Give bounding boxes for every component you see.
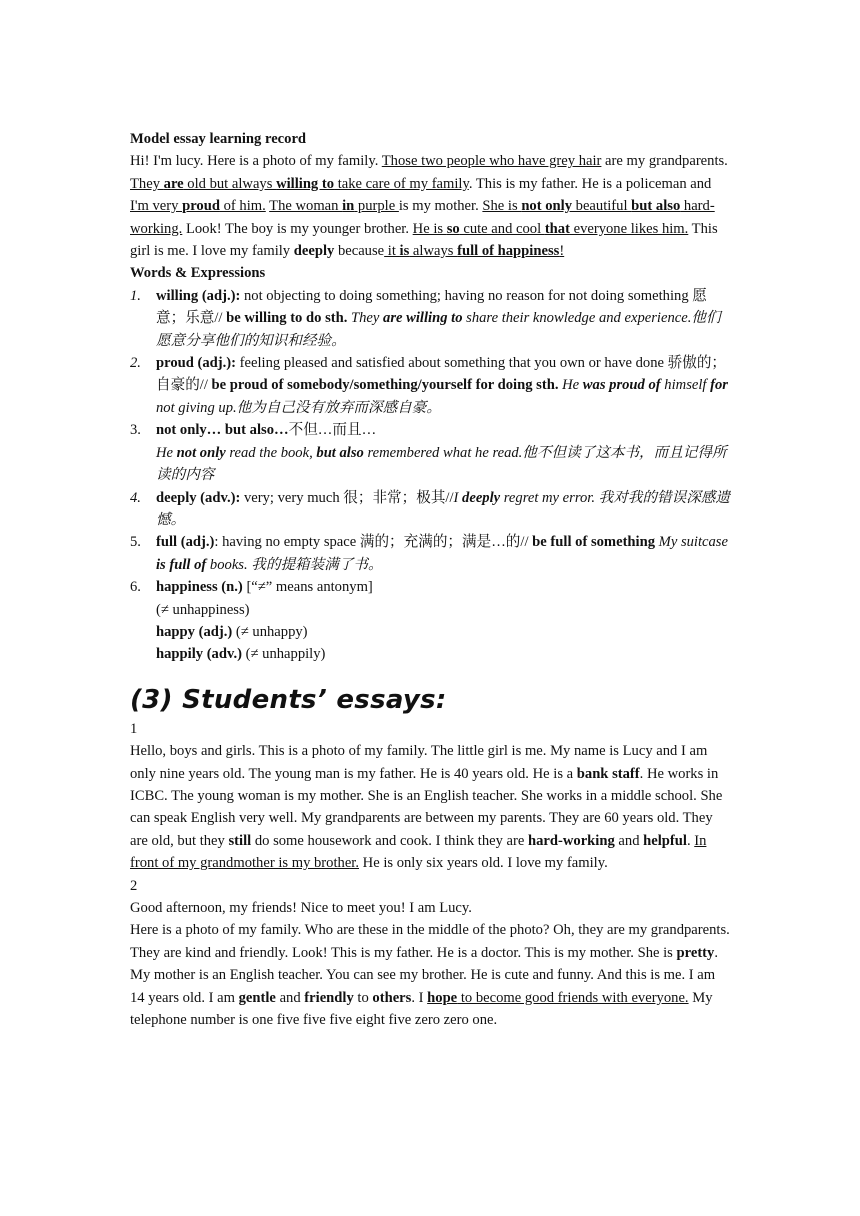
text-run: are (163, 175, 184, 192)
text-run: deeply (293, 243, 335, 260)
text-run: himself (660, 377, 711, 394)
text-run: and (614, 832, 644, 849)
text-run: They (130, 175, 164, 192)
text-run: and (275, 989, 305, 1006)
text-run: feeling pleased and satisfied about something that you own or have done 骄傲的；自豪的// (156, 355, 727, 394)
text-run: for (710, 377, 728, 394)
text-run: Look! The boy is my younger brother. (182, 220, 413, 237)
text-run: In front of my grandmother is my brother. (130, 832, 707, 872)
text-run: ! (559, 243, 565, 260)
list-number: 5. (130, 534, 141, 551)
text-run: hard-working (528, 832, 615, 849)
word-line (156, 419, 730, 441)
text-run: Those two people who have grey hair (381, 153, 602, 170)
text-run: are my grandparents. (601, 153, 728, 170)
text-run: Hello, boys and girls. This is a photo of my family. The little girl is me. My name is Lucy and I am only nine years old. The young man is my father. He is 40 years old. He is a (130, 743, 708, 782)
text-run: (≠ unhappiness) (156, 601, 250, 618)
student-essays (130, 718, 730, 1032)
text-run: friendly (304, 989, 354, 1006)
students-heading: (3) Students’ essays: (130, 684, 447, 715)
text-run: to (353, 989, 373, 1006)
text-run: happy (adj.) (156, 623, 233, 640)
text-run: others (372, 989, 412, 1006)
essay-paragraph (130, 740, 730, 874)
text-run: (≠ unhappily) (241, 646, 326, 663)
word-entry (130, 487, 730, 532)
text-run: was proud of (582, 377, 661, 394)
word-line (156, 531, 730, 576)
text-run: be full of something (532, 534, 656, 551)
text-run: be proud of somebody/something/yourself for doing sth. (211, 377, 559, 394)
text-run: (≠ unhappy) (232, 623, 308, 640)
text-run: not only… but also… (156, 422, 289, 439)
text-run: proud (182, 198, 220, 215)
text-run: . He works in ICBC. The young woman is my mother. She is an English teacher. She works in a middle school. She can speak English very well. My grandparents are between my parents. They are 60 years old. They are old, but they (130, 765, 723, 849)
text-run: Good afternoon, my friends! Nice to meet you! I am Lucy. (130, 900, 472, 916)
word-line (156, 285, 730, 352)
essay-paragraph (130, 897, 730, 919)
text-run: deeply (462, 489, 501, 506)
text-run: is my mother. (398, 198, 483, 215)
text-run: purple (354, 198, 399, 215)
text-run: proud (adj.): (156, 355, 237, 372)
word-line (156, 487, 730, 532)
text-run: He is only six years old. I love my family. (359, 855, 608, 872)
text-run: are willing to (383, 310, 463, 327)
word-entry (130, 531, 730, 576)
text-run: They (347, 310, 384, 327)
text-run: not giving up.他为自己没有放弃而深感自豪。 (156, 399, 441, 416)
text-run: willing (adj.): (156, 287, 241, 304)
text-run: deeply (adv.): (156, 489, 241, 506)
word-entry (130, 419, 730, 486)
text-run: Here is a photo of my family. Who are these in the middle of the photo? Oh, they are my grandparents. They are kind and friendly. Look! This is my father. He is a doctor. This is my mother. She is (130, 922, 730, 961)
text-run: She is (482, 198, 522, 215)
text-run: but also (631, 198, 681, 215)
text-run: gentle (238, 989, 276, 1006)
text-run: My suitcase (655, 534, 728, 551)
text-run: take care of my family (334, 175, 469, 192)
text-run: always (409, 243, 458, 260)
text-run: I (453, 489, 463, 506)
text-run: He is (412, 220, 447, 237)
text-run: pretty (676, 944, 715, 961)
text-run: not objecting to doing something; having no reason for not doing something 愿意；乐意// (156, 287, 707, 327)
word-line (156, 599, 730, 621)
text-run: books. 我的提箱装满了书。 (206, 556, 383, 573)
model-essay (130, 150, 730, 262)
text-run: do some housework and cook. I think they are (251, 832, 528, 849)
word-line (156, 352, 730, 419)
text-run: it (384, 243, 400, 260)
text-run: bank staff (576, 765, 640, 782)
word-line (156, 621, 730, 643)
list-number: 1. (130, 287, 141, 304)
text-run: hard-working. (130, 198, 715, 237)
text-run: is (399, 243, 410, 260)
text-run: I'm very (130, 198, 183, 215)
text-run: : having no empty space 满的；充满的；满是…的// (214, 534, 533, 551)
text-run: This girl is me. I love my family (130, 220, 718, 260)
word-line (156, 643, 730, 665)
text-run: happiness (n.) (156, 579, 243, 596)
word-line (156, 576, 730, 598)
text-run: . My mother is an English teacher. You can see my brother. He is cute and funny. And this is me. I am 14 years old. I am (130, 944, 718, 1006)
text-run: so (446, 220, 460, 237)
text-run: beautiful (572, 198, 632, 215)
text-run: regret my error. 我对我的错误深感遗憾。 (156, 489, 730, 528)
text-run: is full of (156, 556, 207, 573)
text-run: . (686, 832, 695, 849)
text-run: in (342, 198, 355, 215)
text-run: [“≠” means antonym] (242, 579, 373, 596)
document-content (130, 128, 730, 1031)
essay-number: 2 (130, 877, 138, 894)
text-run: happily (adv.) (156, 646, 242, 663)
text-run: full (adj.) (156, 534, 215, 551)
text-run: still (228, 832, 252, 849)
text-run: cute and cool (459, 220, 545, 237)
text-run: remembered what he read.他不但读了这本书，而且记得所读的内容 (156, 444, 727, 484)
word-entry (130, 352, 730, 419)
text-run: He (558, 377, 583, 394)
text-run: very; very much 很；非常；极其// (240, 489, 454, 506)
text-run: Hi! I'm lucy. Here is a photo of my family. (130, 153, 382, 170)
text-run: read the book, (225, 444, 317, 461)
text-run: He (156, 444, 177, 461)
words-heading: Words & Expressions (130, 265, 266, 282)
word-line (156, 442, 730, 487)
text-run: because (334, 243, 385, 260)
essay-number: 1 (130, 720, 138, 737)
text-run: . This is my father. He is a policeman and (468, 175, 712, 192)
section-title: Model essay learning record (130, 131, 307, 147)
text-run: My telephone number is one five five five eight five zero zero one. (130, 989, 713, 1029)
text-run: . I (411, 989, 428, 1006)
text-run: willing to (276, 175, 335, 192)
text-run: helpful (643, 832, 687, 849)
text-run: that (544, 220, 570, 237)
word-entry (130, 285, 730, 352)
text-run: everyone likes him. (569, 220, 689, 237)
text-run: of him. (219, 198, 266, 215)
text-run: hope (427, 989, 458, 1006)
text-run: share their knowledge and experience.他们愿意分享他们的知识和经验。 (156, 310, 721, 349)
text-run: The woman (269, 198, 343, 215)
word-entry (130, 576, 730, 666)
text-run: old but always (183, 175, 277, 192)
text-run: but also (316, 444, 364, 461)
text-run: be willing to do sth. (226, 310, 348, 327)
list-number: 4. (130, 489, 141, 506)
essay-paragraph (130, 919, 730, 1031)
text-run: to become good friends with everyone. (457, 989, 689, 1006)
words-list (130, 285, 730, 666)
list-number: 2. (130, 355, 141, 372)
text-run: full of happiness (457, 243, 560, 260)
text-run: not only (521, 198, 572, 215)
text-run: not only (176, 444, 226, 461)
list-number: 3. (130, 422, 141, 439)
list-number: 6. (130, 579, 141, 596)
text-run: 不但…而且… (288, 422, 377, 439)
